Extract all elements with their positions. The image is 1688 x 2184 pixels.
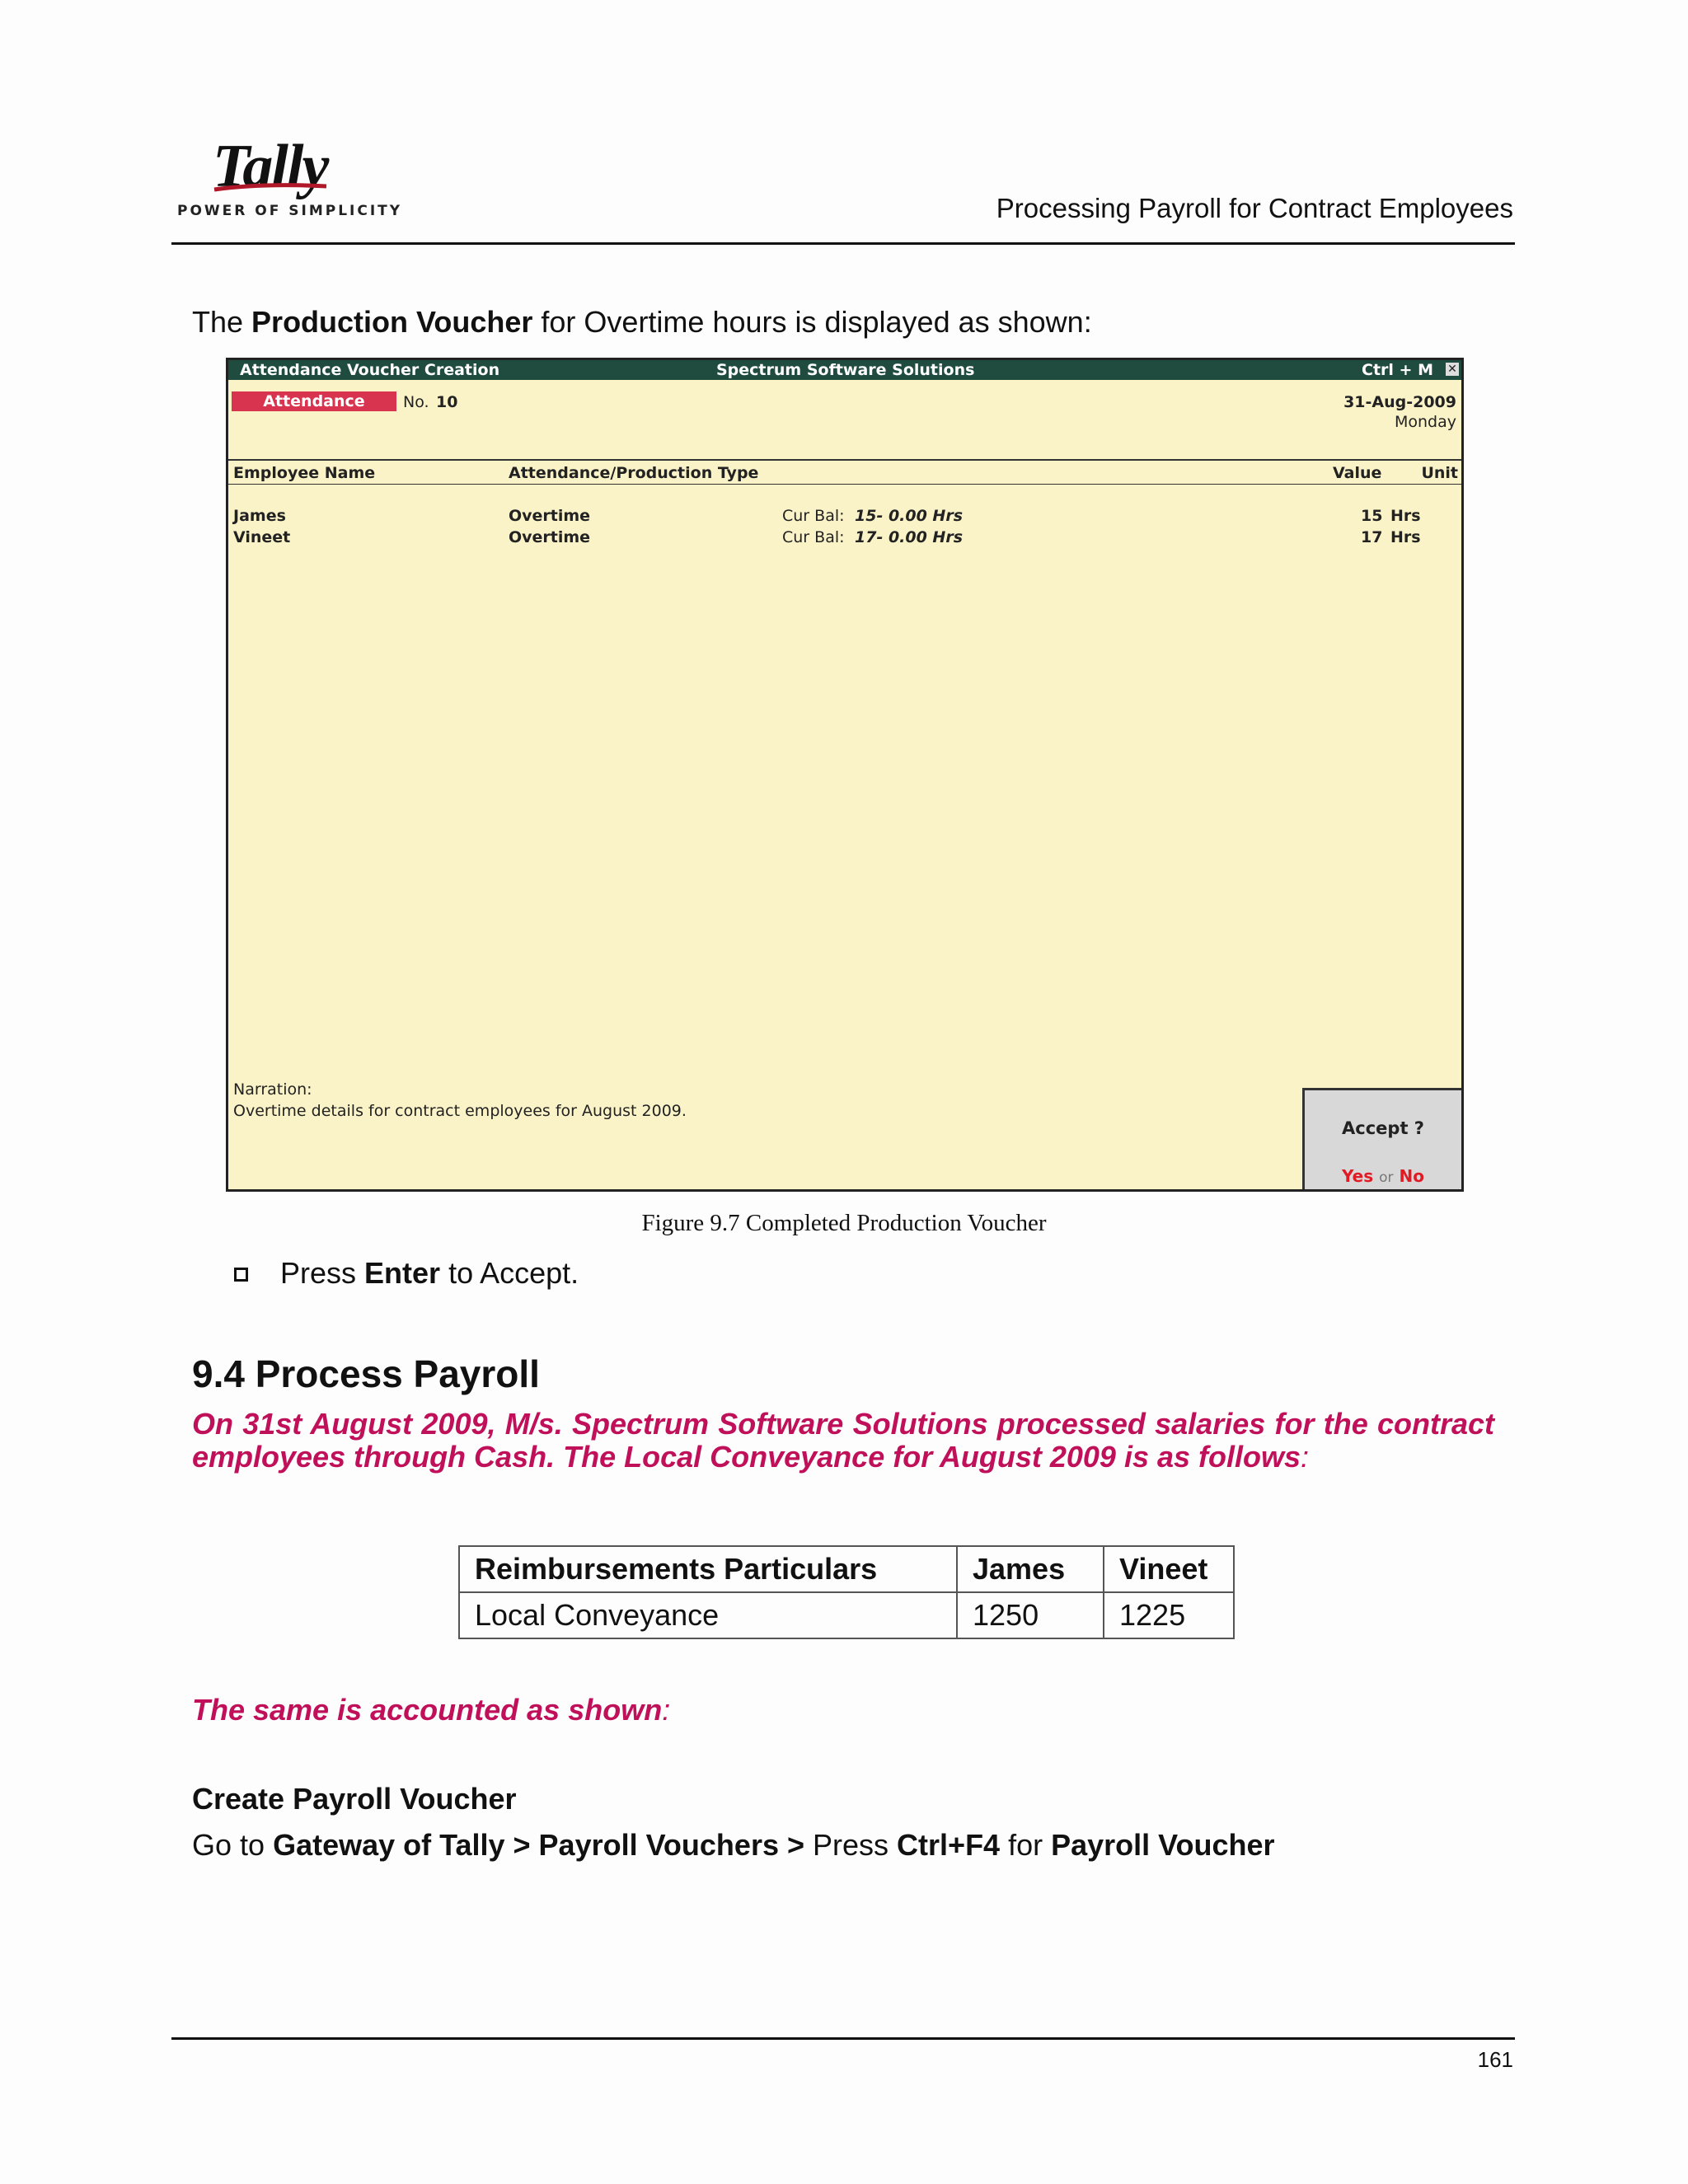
row-value[interactable]: 15 (1361, 507, 1383, 525)
row-employee[interactable]: Vineet (233, 528, 291, 546)
nav-go-to: Go to (192, 1828, 274, 1862)
navigation-instruction (192, 1828, 1275, 1863)
scenario-text: On 31st August 2009, M/s. Spectrum Software Solutions processed salaries for the contract employees through Cash. The Local Conveyance for August 2009 is as follows (192, 1407, 1494, 1474)
table-cell: Local Conveyance (459, 1592, 957, 1638)
header-divider (171, 242, 1515, 245)
accept-question: Accept ? (1342, 1118, 1424, 1138)
table-row (459, 1592, 1234, 1638)
shortcut-label: Ctrl + M (1362, 361, 1433, 379)
close-icon[interactable]: ✕ (1446, 363, 1459, 376)
bullet-square-icon (234, 1268, 248, 1282)
row-type[interactable]: Overtime (509, 528, 591, 546)
logo-tagline: POWER OF SIMPLICITY (177, 203, 403, 219)
table-cell: 1250 (957, 1592, 1104, 1638)
row-curbal: 17- 0.00 Hrs (855, 528, 964, 546)
col-value-header: Value (1333, 464, 1382, 482)
step-instruction (280, 1256, 579, 1291)
table-header-cell: James (957, 1546, 1104, 1592)
nav-gateway: Gateway of Tally (273, 1828, 505, 1862)
logo-wordmark: Tally (213, 133, 328, 200)
nav-for: for (1000, 1828, 1052, 1862)
narration-field[interactable]: Overtime details for contract employees for August 2009. (233, 1102, 687, 1120)
intro-text-pre: The (192, 305, 252, 339)
row-curbal-label: Cur Bal: (782, 528, 845, 546)
nav-press: Press (813, 1828, 898, 1862)
or-label: or (1379, 1169, 1394, 1186)
nav-shortcut-keys: Ctrl+F4 (897, 1828, 1001, 1862)
step-text-bold: Enter (364, 1256, 441, 1290)
row-type[interactable]: Overtime (509, 507, 591, 525)
scenario-paragraph (192, 1408, 1494, 1474)
nav-payroll-vouchers: Payroll Vouchers (538, 1828, 779, 1862)
row-unit: Hrs (1390, 528, 1421, 546)
voucher-no-value[interactable]: 10 (436, 393, 458, 411)
accounted-note (192, 1693, 1494, 1727)
table-header-cell: Vineet (1104, 1546, 1234, 1592)
voucher-no-label: No. (403, 393, 429, 411)
logo-swoosh-icon (213, 181, 328, 194)
scenario-colon: : (1301, 1440, 1310, 1474)
step-text-post: to Accept. (440, 1256, 579, 1290)
row-curbal-label: Cur Bal: (782, 507, 845, 525)
voucher-date[interactable]: 31-Aug-2009 (1343, 393, 1456, 411)
table-header-row (459, 1546, 1234, 1592)
row-unit: Hrs (1390, 507, 1421, 525)
intro-text-post: for Overtime hours is displayed as shown: (532, 305, 1092, 339)
window-title: Attendance Voucher Creation (240, 361, 500, 379)
nav-target: Payroll Voucher (1051, 1828, 1275, 1862)
voucher-type-badge[interactable]: Attendance (232, 391, 396, 411)
nav-separator: > (778, 1828, 814, 1862)
window-title-bar (228, 360, 1461, 380)
attendance-voucher-window (226, 358, 1464, 1192)
no-button[interactable]: No (1399, 1166, 1424, 1186)
chapter-title: Processing Payroll for Contract Employees (996, 193, 1513, 223)
create-voucher-heading: Create Payroll Voucher (192, 1782, 517, 1816)
accounted-colon: : (662, 1693, 671, 1727)
row-value[interactable]: 17 (1361, 528, 1383, 546)
accept-options (1305, 1166, 1461, 1186)
yes-button[interactable]: Yes (1342, 1166, 1374, 1186)
accounted-text: The same is accounted as shown (192, 1693, 663, 1727)
col-unit-header: Unit (1421, 464, 1458, 482)
nav-separator: > (504, 1828, 539, 1862)
intro-paragraph (192, 305, 1092, 340)
col-type-header: Attendance/Production Type (509, 464, 759, 482)
table-header-cell: Reimbursements Particulars (459, 1546, 957, 1592)
row-curbal: 15- 0.00 Hrs (855, 507, 964, 525)
intro-text-bold: Production Voucher (251, 305, 533, 339)
columns-bottom-divider (228, 484, 1461, 485)
step-text-pre: Press (280, 1256, 365, 1290)
page-number: 161 (1477, 2047, 1513, 2072)
tally-logo (175, 132, 403, 223)
table-cell: 1225 (1104, 1592, 1234, 1638)
row-employee[interactable]: James (233, 507, 286, 525)
reimbursements-table (458, 1545, 1235, 1639)
accept-dialog (1302, 1088, 1461, 1189)
narration-label: Narration: (233, 1080, 312, 1099)
col-employee-header: Employee Name (233, 464, 376, 482)
voucher-day: Monday (1394, 413, 1456, 431)
section-heading: 9.4 Process Payroll (192, 1352, 540, 1395)
footer-divider (171, 2037, 1515, 2040)
company-name: Spectrum Software Solutions (716, 361, 975, 379)
figure-caption: Figure 9.7 Completed Production Voucher (641, 1210, 1047, 1236)
columns-top-divider (228, 459, 1461, 461)
